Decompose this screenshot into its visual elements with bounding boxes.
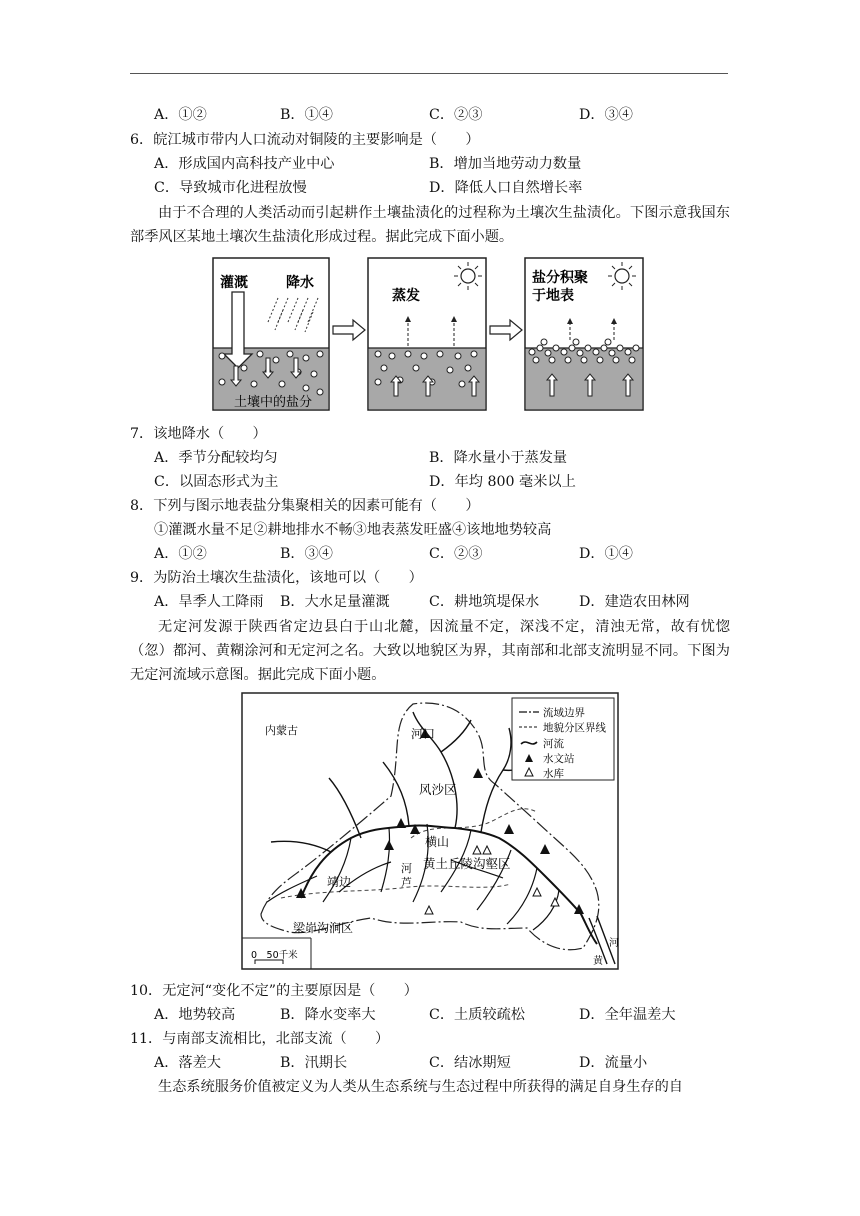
q7-option-b: B．降水量小于蒸发量 <box>429 450 568 466</box>
q10-option-a: A．地势较高 <box>154 1007 236 1023</box>
q9-option-b: B．大水足量灌溉 <box>280 594 390 610</box>
q11-option-d: D．流量小 <box>579 1055 648 1071</box>
q9-option-c: C．耕地筑堤保水 <box>429 594 540 610</box>
q5-option-b: B．①④ <box>280 107 333 123</box>
passage-wuding-river: 无定河发源于陕西省定边县白于山北麓，因流量不定，深浅不定，清浊无常，故有忧惚（忽）都河、黄糊涂河和无定河之名。大致以地貌区为界，其南部和北部支流明显不同。下图为无定河流域示意图。据此完成下面小题。 <box>130 619 730 683</box>
label-inner-mongolia: 内蒙古 <box>265 724 298 737</box>
q10-option-c: C．土质较疏松 <box>429 1007 525 1023</box>
q6-option-a: A．形成国内高科技产业中心 <box>154 156 335 172</box>
q7-option-d: D．年均 800 毫米以上 <box>429 474 576 490</box>
label-loess-gully-zone: 黄土丘陵沟壑区 <box>423 856 511 871</box>
label-yellow-river-huang: 黄 <box>593 956 603 967</box>
wuding-river-map <box>241 692 619 970</box>
q10-stem: 10．无定河“变化不定”的主要原因是（ ） <box>130 983 418 999</box>
process-arrow-2-icon <box>490 320 522 340</box>
label-liangmao-zone: 梁峁沟涧区 <box>293 921 354 935</box>
q10-option-b: B．降水变率大 <box>280 1007 376 1023</box>
q6-option-c: C．导致城市化进程放慢 <box>154 180 307 196</box>
q6-option-d: D．降低人口自然增长率 <box>429 180 583 196</box>
legend-river: 河流 <box>543 738 564 750</box>
label-aeolian-zone: 风沙区 <box>419 782 457 797</box>
label-luhe-he: 河 <box>401 862 412 875</box>
q9-stem: 9．为防治土壤次生盐渍化，该地可以（ ） <box>130 570 423 586</box>
label-hekou: 河口 <box>411 727 436 741</box>
salinization-figure <box>210 256 650 414</box>
q8-option-a: A．①② <box>154 546 207 562</box>
q11-stem: 11．与南部支流相比，北部支流（ ） <box>130 1031 390 1047</box>
salt-accumulation-label-1: 盐分积聚 <box>532 270 588 286</box>
q11-option-a: A．落差大 <box>154 1055 221 1071</box>
process-arrow-1-icon <box>333 320 365 340</box>
q6-option-b: B．增加当地劳动力数量 <box>429 156 582 172</box>
salt-accumulation-label-2: 于地表 <box>532 288 574 304</box>
q9-option-d: D．建造农田林网 <box>579 594 690 610</box>
q7-option-a: A．季节分配较均匀 <box>154 450 278 466</box>
legend-reservoir: 水库 <box>543 768 564 780</box>
q8-option-c: C．②③ <box>429 546 483 562</box>
q5-option-d: D．③④ <box>579 107 633 123</box>
irrigation-label: 灌溉 <box>220 275 248 291</box>
legend-basin-boundary: 流域边界 <box>543 707 585 719</box>
q7-stem: 7．该地降水（ ） <box>130 426 267 442</box>
q5-option-c: C．②③ <box>429 107 483 123</box>
q11-option-b: B．汛期长 <box>280 1055 348 1071</box>
q11-option-c: C．结冰期短 <box>429 1055 511 1071</box>
header-rule <box>130 73 728 74</box>
label-luhe-lu: 芦 <box>401 876 412 889</box>
q6-stem: 6．皖江城市带内人口流动对铜陵的主要影响是（ ） <box>130 132 480 148</box>
soil-salt-label: 土壤中的盐分 <box>234 395 313 410</box>
q8-stem: 8．下列与图示地表盐分集聚相关的因素可能有（ ） <box>130 498 480 514</box>
legend-geomorphic-boundary: 地貌分区界线 <box>543 722 606 734</box>
scale-label: 0 50千米 <box>251 950 298 961</box>
label-jingbian: 靖边 <box>327 875 352 889</box>
q8-statements: ①灌溉水量不足②耕地排水不畅③地表蒸发旺盛④该地地势较高 <box>154 522 552 538</box>
q5-option-a: A．①② <box>154 107 207 123</box>
rain-label: 降水 <box>286 275 314 291</box>
passage-salinization: 由于不合理的人类活动而引起耕作土壤盐渍化的过程称为土壤次生盐渍化。下图示意我国东部季风区某地土壤次生盐渍化形成过程。据此完成下面小题。 <box>130 205 730 245</box>
passage-ecosystem-services: 生态系统服务价值被定义为人类从生态系统与生态过程中所获得的满足自身生存的自 <box>158 1079 683 1095</box>
q8-option-d: D．①④ <box>579 546 633 562</box>
q10-option-d: D．全年温差大 <box>579 1007 676 1023</box>
evaporation-label: 蒸发 <box>392 288 420 304</box>
q8-option-b: B．③④ <box>280 546 333 562</box>
q9-option-a: A．旱季人工降雨 <box>154 594 264 610</box>
label-hengshan: 横山 <box>425 835 450 849</box>
q7-option-c: C．以固态形式为主 <box>154 474 279 490</box>
label-yellow-river-he: 河 <box>609 938 619 949</box>
legend-station: 水文站 <box>543 753 575 765</box>
